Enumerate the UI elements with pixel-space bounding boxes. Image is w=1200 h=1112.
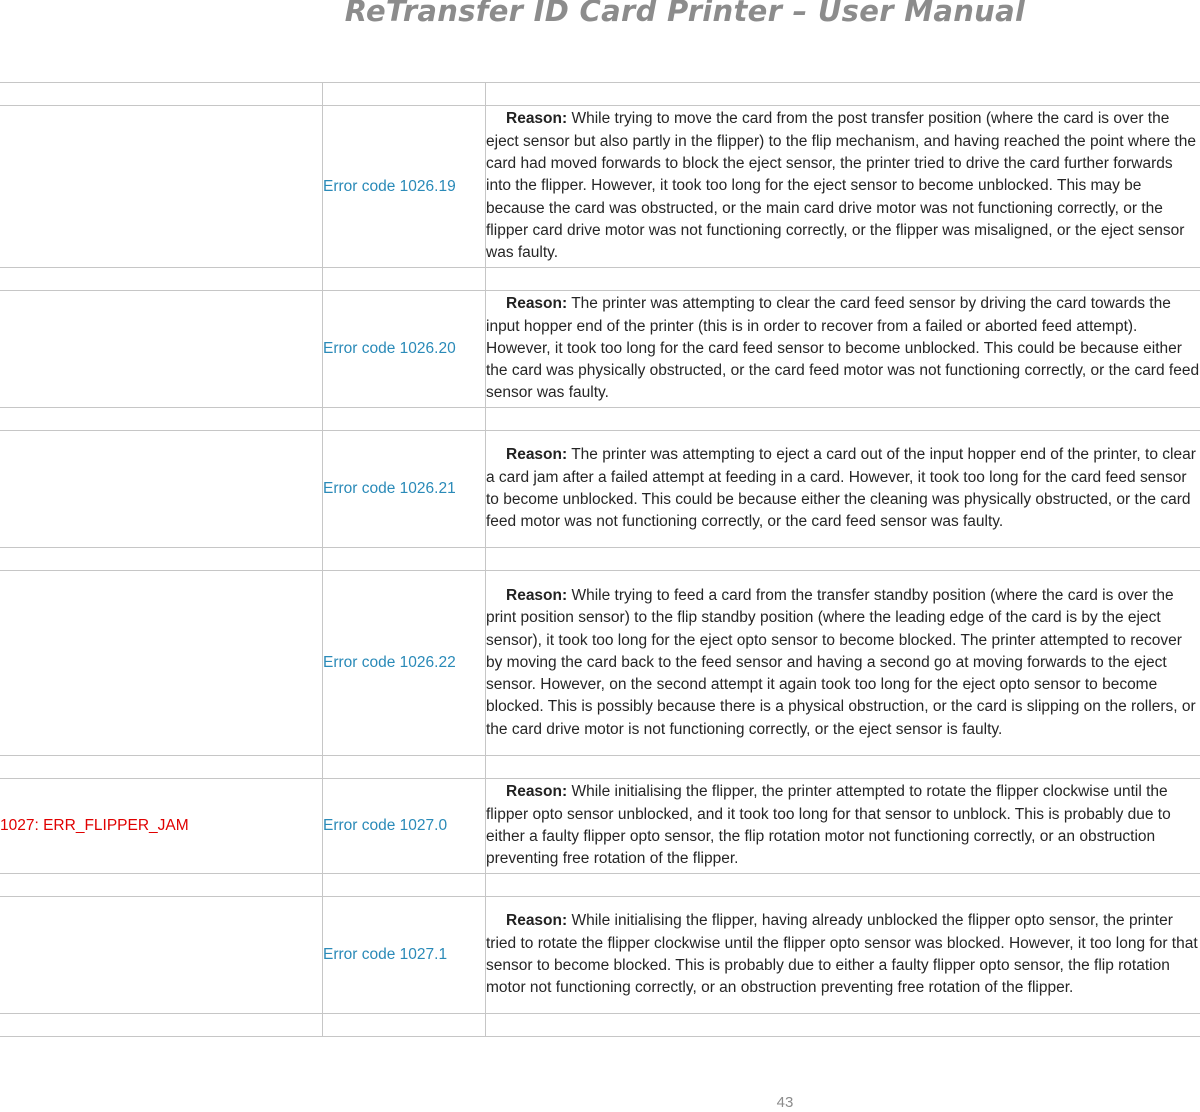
page-number: 43 — [776, 1094, 794, 1111]
error-name: 1027: ERR_FLIPPER_JAM — [0, 779, 323, 874]
table-row — [0, 106, 1200, 268]
error-name — [0, 431, 323, 548]
reason-label: Reason: — [506, 586, 568, 604]
reason-text: The printer was attempting to eject a card out of the input hopper end of the printer, to clear a card jam after a failed attempt at feeding in a card. However, it took too long for the card feed sensor to become unblocked. This could be because either the cleaning was physically obstructed, or the card feed motor was not functioning correctly, or the card feed sensor was faulty. — [486, 446, 1196, 531]
error-reason — [486, 291, 1200, 408]
reason-label: Reason: — [506, 110, 568, 128]
error-code: Error code 1026.20 — [323, 291, 486, 408]
error-reason — [486, 431, 1200, 548]
error-reason — [486, 571, 1200, 756]
error-code: Error code 1027.1 — [323, 897, 486, 1014]
error-code-table — [0, 82, 1200, 1037]
table-row — [0, 571, 1200, 756]
error-reason — [486, 779, 1200, 874]
error-name — [0, 106, 323, 268]
error-name — [0, 571, 323, 756]
error-reason — [486, 897, 1200, 1014]
error-code: Error code 1026.21 — [323, 431, 486, 548]
reason-text: While initialising the flipper, having already unblocked the flipper opto sensor, the printer tried to rotate the flipper clockwise until the flipper opto sensor was blocked. However, it too long for that sensor to become blocked. This is probably due to either a faulty flipper opto sensor, the flip rotation motor not functioning correctly, or an obstruction preventing free rotation of the flipper. — [486, 912, 1198, 997]
page-header-title: ReTransfer ID Card Printer – User Manual — [344, 0, 1026, 28]
spacer-row — [0, 548, 1200, 571]
spacer-row — [0, 408, 1200, 431]
reason-text: The printer was attempting to clear the card feed sensor by driving the card towards the input hopper end of the printer (this is in order to recover from a failed or aborted feed attempt). However, it took too long for the card feed sensor to become unblocked. This could be because either the card was physically obstructed, or the card feed motor was not functioning correctly, or the card feed sensor was faulty. — [486, 295, 1200, 402]
table-row — [0, 291, 1200, 408]
error-code: Error code 1027.0 — [323, 779, 486, 874]
reason-text: While trying to feed a card from the transfer standby position (where the card is over the print position sensor) to the flip standby position (where the leading edge of the card is by the eject sensor), it took too long for the eject opto sensor to become blocked. The printer attempted to recover by moving the card back to the feed sensor and having a second go at moving forwards to the eject sensor. However, on the second attempt it again took too long for the eject opto sensor to become blocked. This is possibly because there is a physical obstruction, or the card is slipping on the rollers, or the card drive motor is not functioning correctly, or the eject sensor is faulty. — [486, 586, 1196, 738]
table-row — [0, 431, 1200, 548]
reason-label: Reason: — [506, 912, 568, 930]
spacer-row — [0, 874, 1200, 897]
spacer-row — [0, 83, 1200, 106]
error-code: Error code 1026.22 — [323, 571, 486, 756]
error-name — [0, 897, 323, 1014]
spacer-row — [0, 1014, 1200, 1037]
error-reason — [486, 106, 1200, 268]
error-code: Error code 1026.19 — [323, 106, 486, 268]
reason-label: Reason: — [506, 295, 568, 313]
spacer-row — [0, 756, 1200, 779]
table-row — [0, 897, 1200, 1014]
spacer-row — [0, 268, 1200, 291]
reason-text: While trying to move the card from the post transfer position (where the card is over the eject sensor but also partly in the flipper) to the flip mechanism, and having reached the point where the card had moved forwards to block the eject sensor, the printer tried to drive the card further forwards into the flipper. However, it took too long for the eject sensor to become unblocked. This may be because the card was obstructed, or the main card drive motor was not functioning correctly, or the flipper card drive motor was not functioning correctly, or the flipper was misaligned, or the eject sensor was faulty. — [486, 110, 1196, 262]
error-name — [0, 291, 323, 408]
table-row — [0, 779, 1200, 874]
reason-label: Reason: — [506, 783, 568, 801]
reason-text: While initialising the flipper, the printer attempted to rotate the flipper clockwise until the flipper opto sensor unblocked, and it took too long for that sensor to unblock. This is probably due to either a faulty flipper opto sensor, the flip rotation motor not functioning correctly, or an obstruction preventing free rotation of the flipper. — [486, 783, 1171, 868]
reason-label: Reason: — [506, 446, 568, 464]
